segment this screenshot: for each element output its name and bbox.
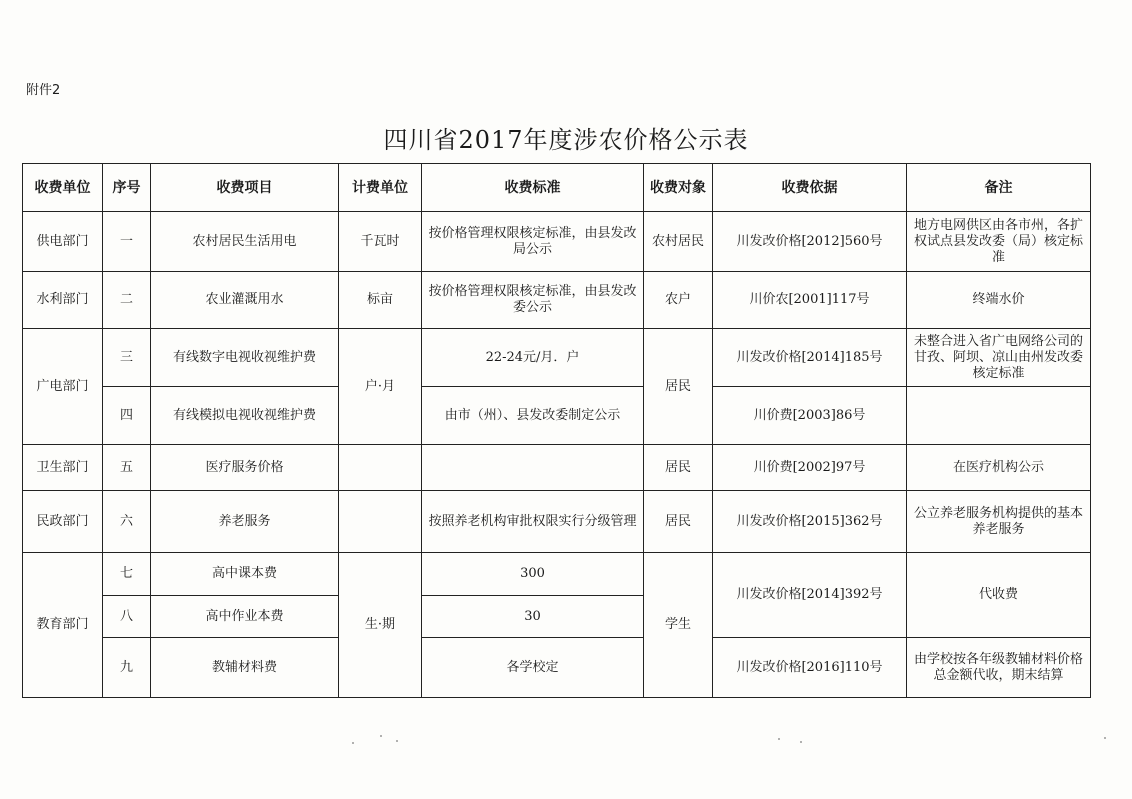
note-cell: 由学校按各年级教辅材料价格总金额代收，期末结算 xyxy=(907,638,1091,698)
dept-cell: 供电部门 xyxy=(23,212,103,272)
header-unit: 计费单位 xyxy=(339,164,422,212)
scan-speck xyxy=(1104,737,1106,739)
table-row xyxy=(23,553,1091,596)
table-row xyxy=(23,638,1091,698)
item-cell: 医疗服务价格 xyxy=(151,445,339,491)
table-row xyxy=(23,212,1091,272)
dept-cell: 教育部门 xyxy=(23,553,103,698)
target-cell: 农户 xyxy=(644,272,713,329)
standard-cell: 按照养老机构审批权限实行分级管理 xyxy=(422,491,644,553)
page-title: 四川省2017年度涉农价格公示表 xyxy=(383,126,749,154)
basis-cell: 川发改价格[2014]185号 xyxy=(713,329,907,387)
no-cell: 五 xyxy=(103,445,151,491)
standard-cell: 300 xyxy=(422,553,644,596)
basis-cell: 川发改价格[2012]560号 xyxy=(713,212,907,272)
no-cell: 三 xyxy=(103,329,151,387)
standard-cell: 30 xyxy=(422,596,644,638)
unit-cell xyxy=(339,445,422,491)
note-cell: 在医疗机构公示 xyxy=(907,445,1091,491)
note-cell: 未整合进入省广电网络公司的甘孜、阿坝、凉山由州发改委核定标准 xyxy=(907,329,1091,387)
scan-speck xyxy=(778,738,780,740)
basis-cell: 川发改价格[2014]392号 xyxy=(713,553,907,638)
basis-cell: 川发改价格[2016]110号 xyxy=(713,638,907,698)
item-cell: 高中课本费 xyxy=(151,553,339,596)
no-cell: 二 xyxy=(103,272,151,329)
table-row xyxy=(23,491,1091,553)
unit-cell: 户·月 xyxy=(339,329,422,445)
item-cell: 有线数字电视收视维护费 xyxy=(151,329,339,387)
attachment-label: 附件2 xyxy=(26,83,61,98)
basis-cell: 川价费[2003]86号 xyxy=(713,387,907,445)
table-row xyxy=(23,329,1091,387)
target-cell: 居民 xyxy=(644,491,713,553)
item-cell: 农业灌溉用水 xyxy=(151,272,339,329)
standard-cell: 按价格管理权限核定标准，由县发改委公示 xyxy=(422,272,644,329)
unit-cell: 千瓦时 xyxy=(339,212,422,272)
dept-cell: 民政部门 xyxy=(23,491,103,553)
header-note: 备注 xyxy=(907,164,1091,212)
target-cell: 学生 xyxy=(644,553,713,698)
scan-speck xyxy=(800,741,802,743)
unit-cell: 生·期 xyxy=(339,553,422,698)
no-cell: 八 xyxy=(103,596,151,638)
no-cell: 六 xyxy=(103,491,151,553)
unit-cell: 标亩 xyxy=(339,272,422,329)
header-row xyxy=(23,164,1091,212)
item-cell: 教辅材料费 xyxy=(151,638,339,698)
standard-cell xyxy=(422,445,644,491)
basis-cell: 川价农[2001]117号 xyxy=(713,272,907,329)
scan-speck xyxy=(380,735,382,737)
scan-speck xyxy=(396,740,398,742)
dept-cell: 卫生部门 xyxy=(23,445,103,491)
standard-cell: 各学校定 xyxy=(422,638,644,698)
header-standard: 收费标准 xyxy=(422,164,644,212)
item-cell: 农村居民生活用电 xyxy=(151,212,339,272)
price-table xyxy=(22,163,1091,698)
header-no: 序号 xyxy=(103,164,151,212)
target-cell: 居民 xyxy=(644,445,713,491)
item-cell: 高中作业本费 xyxy=(151,596,339,638)
item-cell: 养老服务 xyxy=(151,491,339,553)
target-cell: 居民 xyxy=(644,329,713,445)
header-item: 收费项目 xyxy=(151,164,339,212)
note-cell: 代收费 xyxy=(907,553,1091,638)
note-cell: 公立养老服务机构提供的基本养老服务 xyxy=(907,491,1091,553)
basis-cell: 川发改价格[2015]362号 xyxy=(713,491,907,553)
no-cell: 九 xyxy=(103,638,151,698)
item-cell: 有线模拟电视收视维护费 xyxy=(151,387,339,445)
no-cell: 七 xyxy=(103,553,151,596)
no-cell: 四 xyxy=(103,387,151,445)
dept-cell: 广电部门 xyxy=(23,329,103,445)
note-cell: 地方电网供区由各市州，各扩权试点县发改委（局）核定标准 xyxy=(907,212,1091,272)
table-row xyxy=(23,445,1091,491)
basis-cell: 川价费[2002]97号 xyxy=(713,445,907,491)
standard-cell: 22-24元/月．户 xyxy=(422,329,644,387)
table-row xyxy=(23,387,1091,445)
target-cell: 农村居民 xyxy=(644,212,713,272)
header-basis: 收费依据 xyxy=(713,164,907,212)
standard-cell: 由市（州）、县发改委制定公示 xyxy=(422,387,644,445)
dept-cell: 水利部门 xyxy=(23,272,103,329)
note-cell: 终端水价 xyxy=(907,272,1091,329)
header-dept: 收费单位 xyxy=(23,164,103,212)
scan-speck xyxy=(352,742,354,744)
no-cell: 一 xyxy=(103,212,151,272)
unit-cell xyxy=(339,491,422,553)
standard-cell: 按价格管理权限核定标准，由县发改局公示 xyxy=(422,212,644,272)
note-cell xyxy=(907,387,1091,445)
table-row xyxy=(23,272,1091,329)
header-target: 收费对象 xyxy=(644,164,713,212)
